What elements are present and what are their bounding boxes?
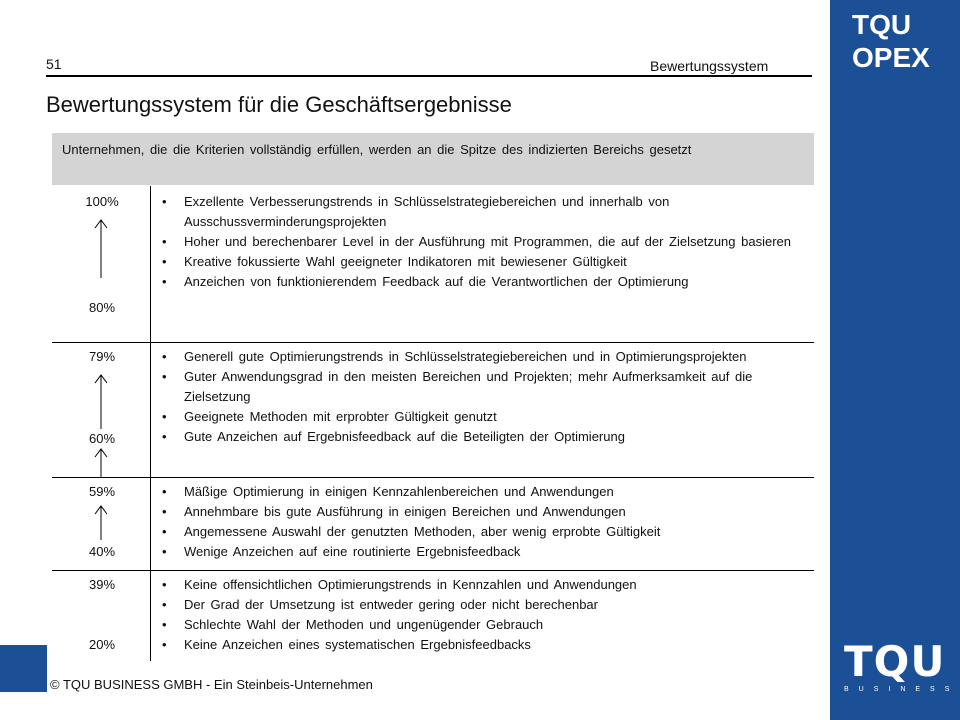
band-top-percent: 79% xyxy=(88,349,116,364)
list-item: • Keine offensichtlichen Optimierungstrends in Kennzahlen und Anwendungen xyxy=(162,575,852,595)
brand-title xyxy=(830,8,960,74)
band-bottom-percent: 20% xyxy=(88,637,116,652)
header-rule xyxy=(46,75,812,77)
list-item: • Gute Anzeichen auf Ergebnisfeedback auf die Beteiligten der Optimierung xyxy=(162,427,812,447)
up-arrow-icon xyxy=(89,504,113,540)
up-arrow-icon xyxy=(89,373,113,429)
list-item: • Keine Anzeichen eines systematischen Ergebnisfeedbacks xyxy=(162,635,852,655)
page-title: Bewertungssystem für die Geschäftsergebnisse xyxy=(46,92,512,117)
up-arrow-icon xyxy=(89,218,113,278)
criteria-list xyxy=(162,575,852,655)
list-item: • Annehmbare bis gute Ausführung in einigen Bereichen und Anwendungen xyxy=(162,502,852,522)
tqu-business-logo xyxy=(844,637,960,693)
brand-line-2: OPEX xyxy=(852,42,930,73)
band-divider xyxy=(150,343,151,477)
band-top-percent: 39% xyxy=(88,577,116,592)
footer-copyright: © TQU BUSINESS GMBH - Ein Steinbeis-Unternehmen xyxy=(50,677,373,692)
list-item: • Anzeichen von funktionierendem Feedback auf die Verantwortlichen der Optimierung xyxy=(162,272,812,292)
criteria-list xyxy=(162,192,812,292)
list-item: • Der Grad der Umsetzung ist entweder gering oder nicht berechenbar xyxy=(162,595,852,615)
list-item: • Hoher und berechenbarer Level in der Ausführung mit Programmen, die auf der Zielsetzung basieren xyxy=(162,232,812,252)
rating-band-4 xyxy=(52,571,814,661)
list-item: • Schlechte Wahl der Methoden und ungenügender Gebrauch xyxy=(162,615,852,635)
list-item: • Mäßige Optimierung in einigen Kennzahlenbereichen und Anwendungen xyxy=(162,482,852,502)
rating-band-2 xyxy=(52,343,814,477)
list-item: • Wenige Anzeichen auf eine routinierte Ergebnisfeedback xyxy=(162,542,852,562)
band-bottom-percent: 80% xyxy=(88,300,116,315)
up-arrow-icon xyxy=(89,447,113,477)
intro-box: Unternehmen, die die Kriterien vollständig erfüllen, werden an die Spitze des indizierten Bereichs gesetzt xyxy=(52,133,814,185)
list-item: • Exzellente Verbesserungstrends in Schlüsselstrategiebereichen und innerhalb von Ausschussverminderungsprojekten xyxy=(162,192,812,232)
logo-text: TQU xyxy=(844,637,946,686)
section-name: Bewertungssystem xyxy=(650,58,769,74)
criteria-list xyxy=(162,482,852,562)
list-item: • Geeignete Methoden mit erprobter Gültigkeit genutzt xyxy=(162,407,812,427)
band-divider xyxy=(150,186,151,342)
footer-brand-square xyxy=(0,645,47,692)
band-divider xyxy=(150,571,151,661)
logo-subtext: BUSINESS xyxy=(844,686,960,693)
band-top-percent: 59% xyxy=(88,484,116,499)
rating-band-1 xyxy=(52,186,814,342)
list-item: • Generell gute Optimierungstrends in Schlüsselstrategiebereichen und in Optimierungsprojekten xyxy=(162,347,812,367)
criteria-list xyxy=(162,347,812,447)
band-divider xyxy=(150,478,151,570)
list-item: • Guter Anwendungsgrad in den meisten Bereichen und Projekten; mehr Aufmerksamkeit auf die Zielsetzung xyxy=(162,367,812,407)
band-bottom-percent: 40% xyxy=(88,544,116,559)
rating-band-3 xyxy=(52,478,814,570)
list-item: • Kreative fokussierte Wahl geeigneter Indikatoren mit bewiesener Gültigkeit xyxy=(162,252,812,272)
page-number: 51 xyxy=(46,56,62,72)
band-bottom-percent: 60% xyxy=(88,431,116,446)
brand-line-1: TQU xyxy=(852,9,912,40)
band-top-percent: 100% xyxy=(85,194,119,209)
list-item: • Angemessene Auswahl der genutzten Methoden, aber wenig erprobte Gültigkeit xyxy=(162,522,852,542)
